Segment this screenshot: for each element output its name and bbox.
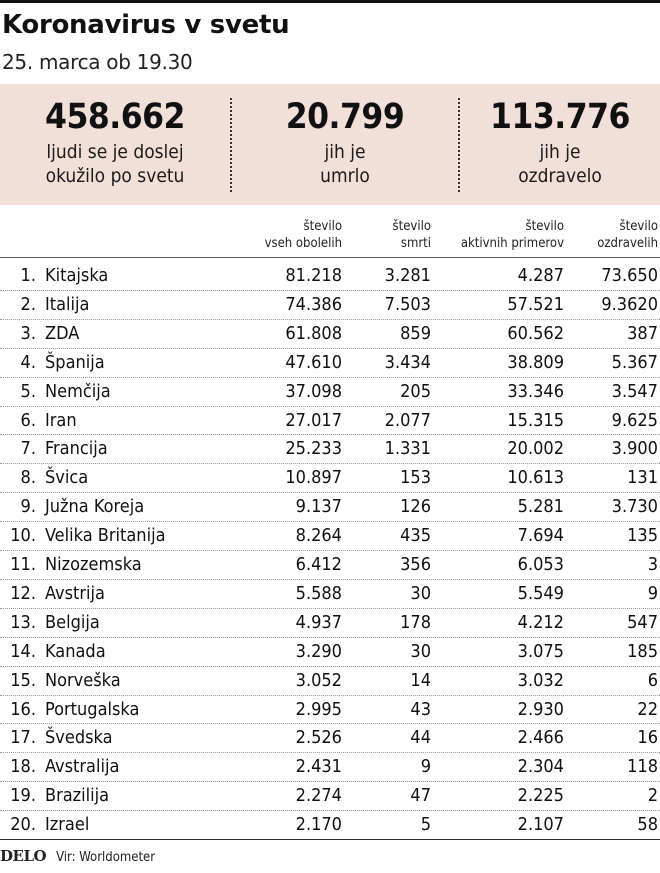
- column-header-active: [461, 218, 564, 252]
- row-rank: 9.: [20, 496, 36, 518]
- row-cases: 5.588: [295, 582, 342, 604]
- row-country: Velika Britanija: [45, 525, 166, 547]
- row-deaths: 2.077: [384, 409, 431, 431]
- row-recovered: 3.900: [611, 438, 658, 460]
- row-rank: 20.: [10, 814, 36, 836]
- row-active: 3.075: [517, 640, 564, 662]
- row-recovered: 131: [627, 467, 658, 489]
- row-rank: 1.: [20, 265, 36, 286]
- row-deaths: 859: [400, 322, 431, 344]
- row-deaths: 7.503: [384, 293, 431, 315]
- row-cases: 3.052: [295, 669, 342, 691]
- row-country: Nizozemska: [45, 554, 142, 575]
- row-cases: 6.412: [295, 554, 342, 575]
- row-rank: 16.: [10, 698, 36, 720]
- row-rank: 6.: [20, 409, 36, 431]
- summary-recovered-caption-1: jih je: [539, 141, 581, 163]
- row-rank: 17.: [10, 727, 36, 749]
- row-active: 20.002: [507, 438, 564, 460]
- summary-infected-caption-2: okužilo po svetu: [45, 165, 185, 187]
- row-country: Avstralija: [45, 756, 120, 778]
- table-row: [0, 290, 660, 319]
- table-row: [0, 463, 660, 492]
- row-recovered: 6: [647, 669, 658, 691]
- row-recovered: 5.367: [611, 351, 658, 373]
- page-subtitle: 25. marca ob 19.30: [2, 50, 193, 74]
- row-recovered: 9: [647, 582, 658, 604]
- row-recovered: 118: [627, 756, 658, 778]
- source-note: Vir: Worldometer: [56, 850, 156, 865]
- delo-logo: DELO: [0, 847, 47, 865]
- row-recovered: 3.547: [611, 380, 658, 402]
- row-cases: 2.431: [295, 756, 342, 778]
- row-country: Kanada: [45, 640, 106, 662]
- table-row: [0, 377, 660, 406]
- table-row: [0, 666, 660, 695]
- summary-recovered-caption-2: ozdravelo: [518, 165, 602, 187]
- row-rank: 18.: [10, 756, 36, 778]
- row-cases: 10.897: [285, 467, 342, 489]
- row-active: 2.466: [517, 727, 564, 749]
- column-header-deaths-line1: število: [392, 219, 431, 234]
- row-active: 38.809: [507, 351, 564, 373]
- row-cases: 61.808: [285, 322, 342, 344]
- row-deaths: 153: [400, 467, 431, 489]
- row-recovered: 3.730: [611, 496, 658, 518]
- row-recovered: 16: [637, 727, 658, 749]
- row-country: Nemčija: [45, 380, 111, 402]
- row-recovered: 547: [627, 611, 658, 633]
- row-deaths: 126: [400, 496, 431, 518]
- table-row: [0, 434, 660, 463]
- row-deaths: 435: [400, 525, 431, 547]
- row-deaths: 30: [410, 640, 431, 662]
- row-country: Belgija: [45, 611, 100, 633]
- row-country: Južna Koreja: [45, 496, 145, 518]
- row-recovered: 73.650: [601, 265, 658, 286]
- row-active: 4.212: [517, 611, 564, 633]
- row-country: Brazilija: [45, 785, 110, 807]
- row-country: Iran: [45, 409, 77, 431]
- row-active: 33.346: [507, 380, 564, 402]
- row-active: 60.562: [507, 322, 564, 344]
- column-header-active-line2: aktivnih primerov: [460, 236, 564, 251]
- table-row: [0, 319, 660, 348]
- row-rank: 2.: [20, 293, 36, 315]
- row-country: Španija: [45, 351, 105, 373]
- row-deaths: 178: [400, 611, 431, 633]
- table-row: [0, 723, 660, 752]
- header-rule: [0, 257, 660, 258]
- row-rank: 15.: [10, 669, 36, 691]
- row-cases: 4.937: [295, 611, 342, 633]
- table-row: [0, 579, 660, 608]
- row-deaths: 30: [410, 582, 431, 604]
- row-country: Švica: [45, 467, 89, 489]
- table-row: [0, 261, 660, 290]
- row-deaths: 5: [420, 814, 431, 836]
- row-active: 7.694: [517, 525, 564, 547]
- table-row: [0, 492, 660, 521]
- row-deaths: 3.281: [384, 265, 431, 286]
- row-recovered: 9.3620: [601, 293, 658, 315]
- row-cases: 2.995: [295, 698, 342, 720]
- row-country: Kitajska: [45, 265, 109, 286]
- column-header-cases-line1: število: [303, 219, 342, 234]
- row-cases: 3.290: [295, 640, 342, 662]
- row-active: 5.549: [517, 582, 564, 604]
- summary-panel: [0, 84, 660, 205]
- row-deaths: 43: [410, 698, 431, 720]
- summary-recovered-value: 113.776: [490, 97, 630, 137]
- row-active: 5.281: [517, 496, 564, 518]
- table-row: [0, 348, 660, 377]
- row-recovered: 3: [647, 554, 658, 575]
- table-row: [0, 810, 660, 839]
- column-header-cases: [265, 218, 342, 252]
- row-recovered: 58: [637, 814, 658, 836]
- row-active: 15.315: [507, 409, 564, 431]
- footer: [0, 847, 155, 865]
- column-header-deaths-line2: smrti: [400, 236, 431, 251]
- summary-recovered: [460, 84, 660, 205]
- row-deaths: 356: [400, 554, 431, 575]
- summary-infected-caption-1: ljudi se je doslej: [46, 141, 184, 163]
- row-country: Francija: [45, 438, 108, 460]
- row-country: Norveška: [45, 669, 121, 691]
- column-header-recovered-line1: število: [619, 219, 658, 234]
- summary-infected: [0, 84, 230, 205]
- column-header-recovered-line2: ozdravelih: [597, 236, 658, 251]
- row-country: Italija: [45, 293, 90, 315]
- row-recovered: 135: [627, 525, 658, 547]
- row-rank: 7.: [20, 438, 36, 460]
- row-cases: 9.137: [295, 496, 342, 518]
- table-row: [0, 406, 660, 435]
- row-rank: 11.: [10, 554, 36, 575]
- row-active: 2.304: [517, 756, 564, 778]
- row-cases: 47.610: [285, 351, 342, 373]
- row-deaths: 9: [420, 756, 431, 778]
- row-cases: 2.170: [295, 814, 342, 836]
- table-row: [0, 637, 660, 666]
- summary-deaths: [232, 84, 458, 205]
- row-active: 2.930: [517, 698, 564, 720]
- column-header-deaths: [393, 218, 431, 252]
- row-deaths: 1.331: [384, 438, 431, 460]
- table-row: [0, 695, 660, 724]
- row-deaths: 47: [410, 785, 431, 807]
- row-recovered: 9.625: [611, 409, 658, 431]
- row-rank: 12.: [10, 582, 36, 604]
- row-active: 4.287: [517, 265, 564, 286]
- column-header-cases-line2: vseh obolelih: [264, 236, 342, 251]
- row-rank: 19.: [10, 785, 36, 807]
- row-cases: 25.233: [285, 438, 342, 460]
- row-deaths: 205: [400, 380, 431, 402]
- row-cases: 81.218: [285, 265, 342, 286]
- row-country: Izrael: [45, 814, 90, 836]
- row-deaths: 3.434: [384, 351, 431, 373]
- row-cases: 37.098: [285, 380, 342, 402]
- row-active: 10.613: [507, 467, 564, 489]
- row-cases: 2.274: [295, 785, 342, 807]
- row-cases: 8.264: [295, 525, 342, 547]
- row-recovered: 22: [637, 698, 658, 720]
- table-row: [0, 550, 660, 579]
- row-rank: 3.: [20, 322, 36, 344]
- table-row: [0, 608, 660, 637]
- row-country: ZDA: [45, 322, 80, 344]
- row-country: Avstrija: [45, 582, 105, 604]
- summary-deaths-caption-1: jih je: [324, 141, 366, 163]
- table-row: [0, 752, 660, 781]
- bottom-rule: [0, 839, 660, 840]
- row-recovered: 185: [627, 640, 658, 662]
- table-row: [0, 781, 660, 810]
- top-rule: [0, 0, 660, 3]
- row-cases: 2.526: [295, 727, 342, 749]
- row-active: 3.032: [517, 669, 564, 691]
- summary-infected-value: 458.662: [45, 97, 185, 137]
- row-deaths: 14: [410, 669, 431, 691]
- column-header-recovered: [597, 218, 658, 252]
- row-rank: 13.: [10, 611, 36, 633]
- row-cases: 27.017: [285, 409, 342, 431]
- summary-deaths-caption-2: umrlo: [320, 165, 370, 187]
- row-rank: 10.: [10, 525, 36, 547]
- row-cases: 74.386: [285, 293, 342, 315]
- row-deaths: 44: [410, 727, 431, 749]
- row-rank: 4.: [20, 351, 36, 373]
- row-active: 2.107: [517, 814, 564, 836]
- row-country: Portugalska: [45, 698, 140, 720]
- row-country: Švedska: [45, 727, 113, 749]
- row-rank: 14.: [10, 640, 36, 662]
- row-rank: 5.: [20, 380, 36, 402]
- page-title: Koronavirus v svetu: [2, 10, 290, 40]
- row-active: 6.053: [517, 554, 564, 575]
- column-header-active-line1: število: [525, 219, 564, 234]
- summary-deaths-value: 20.799: [285, 97, 405, 137]
- row-active: 2.225: [517, 785, 564, 807]
- row-rank: 8.: [20, 467, 36, 489]
- row-active: 57.521: [507, 293, 564, 315]
- row-recovered: 387: [627, 322, 658, 344]
- table-row: [0, 521, 660, 550]
- row-recovered: 2: [647, 785, 658, 807]
